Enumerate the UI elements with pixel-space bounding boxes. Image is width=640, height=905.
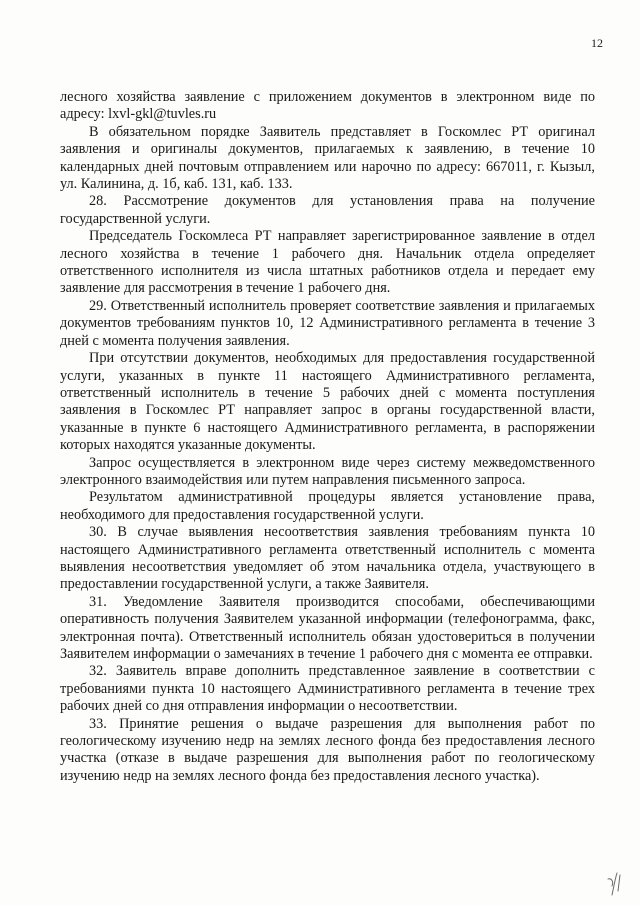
page-number: 12	[591, 36, 603, 50]
paragraph-item-29: 29. Ответственный исполнитель проверяет соответствие заявления и прилагаемых документов требованиям пунктов 10, 12 Административного регламента в течение 3 дней с момента получения заявления.	[60, 297, 595, 349]
paragraph-item-30: 30. В случае выявления несоответствия заявления требованиям пункта 10 настоящего Административного регламента ответственный исполнитель с момента выявления несоответствия уведомляет об этом начальника отдела, участвующего в предоставлении государственной услуги, а также Заявителя.	[60, 524, 595, 593]
paragraph-request-method: Запрос осуществляется в электронном виде через систему межведомственного электронного взаимодействия или путем направления письменного запроса.	[60, 454, 595, 488]
paragraph-missing-documents: При отсутствии документов, необходимых для предоставления государственной услуги, указанных в пункте 11 настоящего Административного регламента, ответственный исполнитель в течение 5 рабочих дней с момента поступления заявления в Госкомлес РТ направляет запрос в органы государственной власти, указанные в пункте 6 настоящего Административного регламента, в распоряжении которых находятся указанные документы.	[60, 350, 595, 454]
body-text	[60, 89, 595, 785]
paragraph-chairman-direction: Председатель Госкомлеса РТ направляет зарегистрированное заявление в отдел лесного хозяйства в течение 1 рабочего дня. Начальник отдела определяет ответственного исполнителя из числа штатных работников отдела и передает ему заявление для рассмотрения в течение 1 рабочего дня.	[60, 228, 595, 297]
paragraph-item-28: 28. Рассмотрение документов для установления права на получение государственной услуги.	[60, 193, 595, 227]
paragraph-continuation: лесного хозяйства заявление с приложением документов в электронном виде по адресу: lxvl-gkl@tuvles.ru	[60, 89, 595, 123]
paragraph-procedure-result: Результатом административной процедуры является установление права, необходимого для предоставления государственной услуги.	[60, 489, 595, 523]
paragraph-original-submission: В обязательном порядке Заявитель представляет в Госкомлес РТ оригинал заявления и оригиналы документов, прилагаемых к заявлению, в течение 10 календарных дней почтовым отправлением или нарочно по адресу: 667011, г. Кызыл, ул. Калинина, д. 1б, каб. 131, каб. 133.	[60, 123, 595, 193]
handwritten-mark-icon	[602, 869, 628, 897]
paragraph-item-31: 31. Уведомление Заявителя производится способами, обеспечивающими оперативность получения Заявителем указанной информации (телефонограмма, факс, электронная почта). Ответственный исполнитель обязан удостовериться в получении Заявителем информации о замечаниях в течение 1 рабочего дня с момента ее отправки.	[60, 593, 595, 662]
paragraph-item-33: 33. Принятие решения о выдаче разрешения для выполнения работ по геологическому изучению недр на землях лесного фонда без предоставления лесного участка (отказе в выдаче разрешения для выполнения работ по геологическому изучению недр на землях лесного фонда без предоставления лесного участка).	[60, 715, 595, 784]
paragraph-item-32: 32. Заявитель вправе дополнить представленное заявление в соответствии с требованиями пункта 10 настоящего Административного регламента в течение трех рабочих дней со дня отправления информации о несоответствии.	[60, 663, 595, 715]
